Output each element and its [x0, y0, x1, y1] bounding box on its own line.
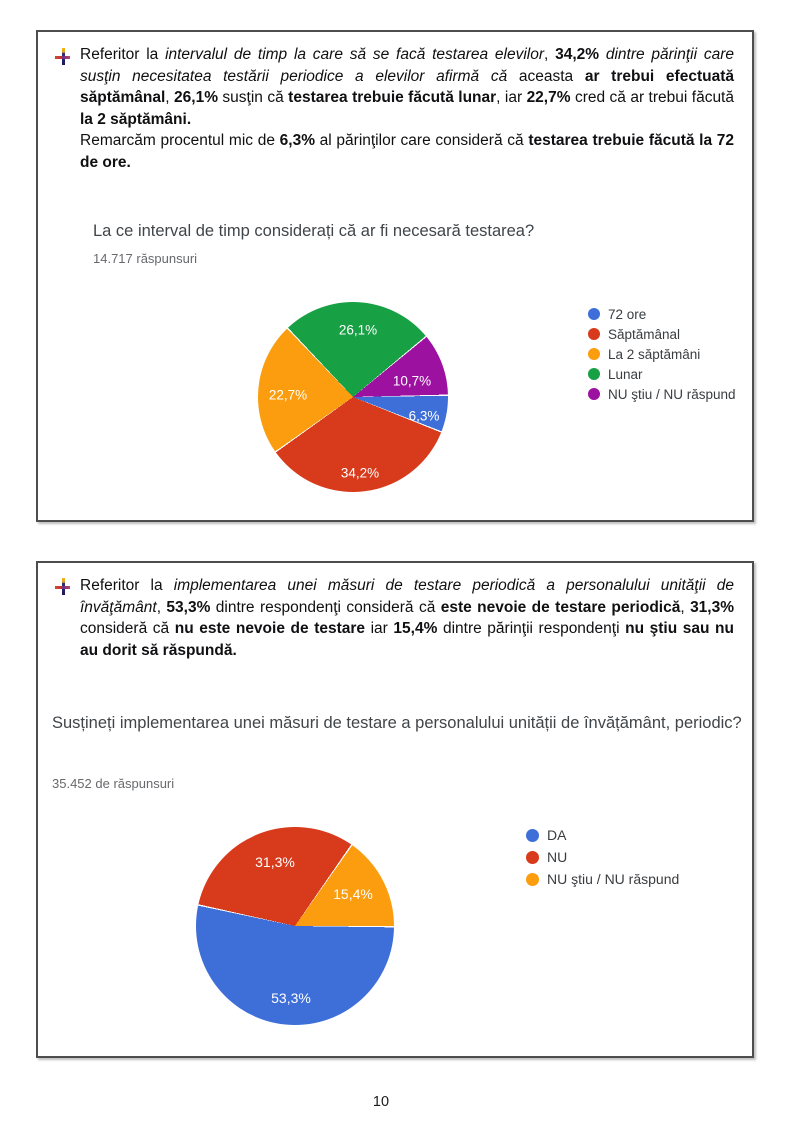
pie-slice-label: 26,1% — [338, 322, 378, 338]
pie-slice-label: 34,2% — [340, 465, 380, 481]
legend-item — [526, 868, 679, 890]
legend-item — [526, 846, 679, 868]
legend-dot-icon — [588, 368, 600, 380]
response-count: 35.452 de răspunsuri — [52, 776, 175, 791]
legend-label: 72 ore — [608, 306, 647, 322]
sparkle-bullet-icon — [55, 48, 71, 66]
legend-dot-icon — [588, 308, 600, 320]
response-count: 14.717 răspunsuri — [93, 251, 198, 266]
section-box-interval-testare — [36, 30, 754, 522]
paragraph-sentence: Remarcăm procentul mic de 6,3% al părinţilor care consideră că testarea trebuie făcută la 72 de ore. — [80, 132, 735, 171]
page-number: 10 — [372, 1094, 390, 1110]
legend-item — [588, 364, 736, 384]
legend-label: NU ştiu / NU răspund — [608, 386, 736, 402]
paragraph-sentence: Referitor la implementarea unei măsuri de testare periodică a personalului unităţii de învăţământ, 53,3% dintre respondenţi consideră că este nevoie de testare periodică, 31,3% consideră că nu este nevoie de testare iar 15,4% dintre părinţii respondenţi nu ştiu sau nu au dorit să răspundă. — [80, 577, 735, 659]
pie-slice-label: 6,3% — [408, 408, 440, 424]
pie-slice-label: 15,4% — [333, 886, 373, 902]
legend-item — [588, 304, 736, 324]
pie-slice-label: 10,7% — [392, 373, 432, 389]
legend-label: NU ştiu / NU răspund — [547, 871, 680, 887]
section-box-testare-personal — [36, 561, 754, 1058]
chart-title: Susțineți implementarea unei măsuri de testare a personalului unității de învățământ, periodic? — [52, 714, 742, 732]
legend-dot-icon — [526, 851, 539, 864]
legend-label: NU — [547, 849, 568, 865]
legend-item — [588, 384, 736, 404]
legend-item — [588, 344, 736, 364]
pie-slice-label: 22,7% — [268, 387, 308, 403]
legend-dot-icon — [588, 328, 600, 340]
chart-title: La ce interval de timp considerați că ar fi necesară testarea? — [93, 222, 535, 240]
paragraph-interval-testare — [80, 44, 734, 173]
legend-label: La 2 săptămâni — [608, 346, 701, 362]
paragraph-sentence: Referitor la intervalul de timp la care să se facă testarea elevilor, 34,2% dintre părinţii care susţin necesitatea testării periodice a elevilor afirmă că aceasta ar trebui efectuată săptămânal, 26,1% susţin că testarea trebuie făcută lunar, iar 22,7% cred că ar trebui făcută la 2 săptămâni. — [80, 46, 734, 128]
legend-label: DA — [547, 827, 567, 843]
legend-dot-icon — [526, 873, 539, 886]
legend-dot-icon — [526, 829, 539, 842]
legend-dot-icon — [588, 348, 600, 360]
legend-dot-icon — [588, 388, 600, 400]
pie-slice-label: 53,3% — [271, 990, 311, 1006]
chart-legend — [588, 304, 736, 404]
pie-slice-label: 31,3% — [255, 854, 295, 870]
paragraph-testare-personal — [80, 575, 734, 661]
legend-item — [526, 824, 679, 846]
legend-label: Lunar — [608, 366, 643, 382]
chart-legend — [526, 824, 679, 890]
legend-label: Săptămânal — [608, 326, 681, 342]
legend-item — [588, 324, 736, 344]
sparkle-bullet-icon — [55, 578, 71, 596]
